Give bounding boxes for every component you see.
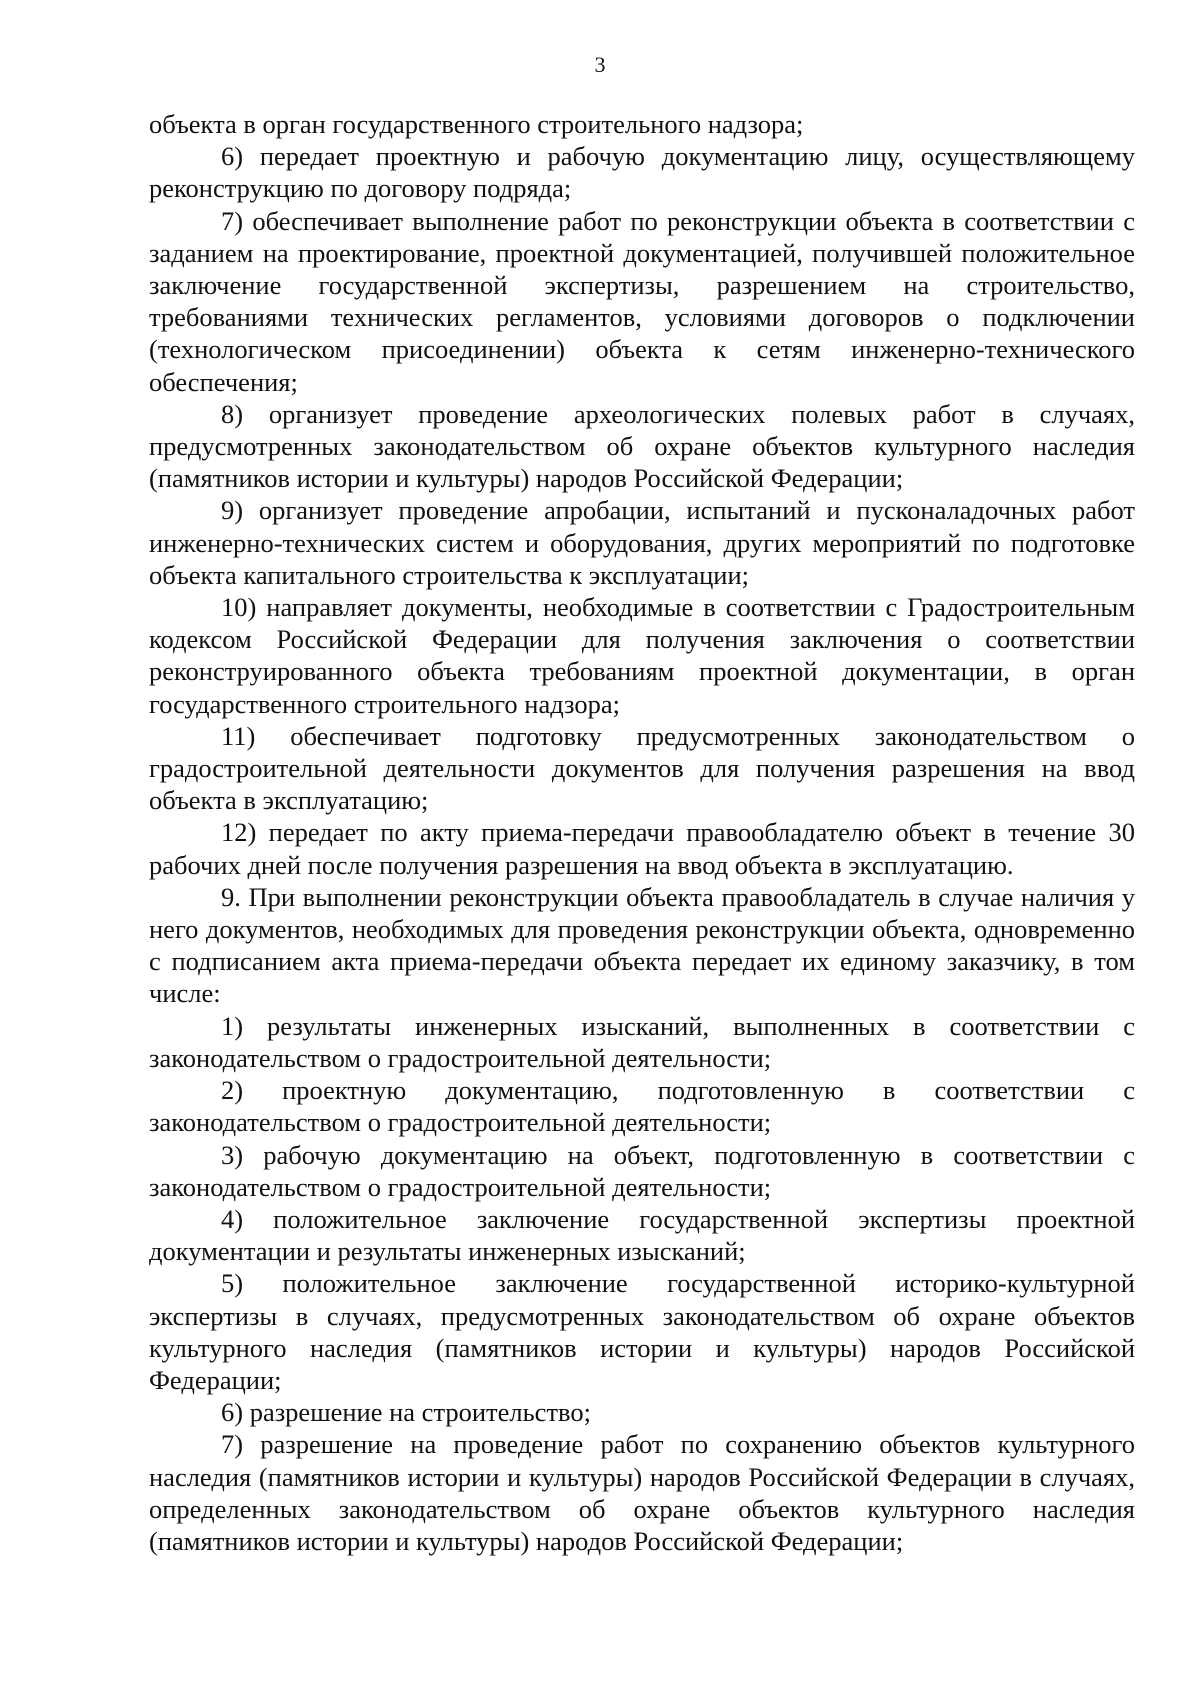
clause-9-item-4: 4) положительное заключение государственной экспертизы проектной документации и результаты инженерных изысканий; — [149, 1203, 1135, 1267]
paragraph-continuation: объекта в орган государственного строительного надзора; — [149, 109, 804, 139]
clause-9-item-3: 3) рабочую документацию на объект, подготовленную в соответствии с законодательством о градостроительной деятельности; — [149, 1139, 1135, 1202]
list-item-9-testing: 9) организует проведение апробации, испытаний и пусконаладочных работ инженерно-технических систем и оборудования, других мероприятий по подготовке объекта капитального строительства к эксплуатации; — [149, 495, 1135, 590]
document-body — [149, 108, 1135, 1557]
list-item-10-send-documents: 10) направляет документы, необходимые в соответствии с Градостроительным кодексом Российской Федерации для получения заключения о соответствии реконструированного объекта требованиям проектной документации, в орган государственного строительного надзора; — [149, 592, 1135, 719]
clause-9: 9. При выполнении реконструкции объекта правообладатель в случае наличия у него документов, необходимых для проведения реконструкции объекта, одновременно с подписанием акта приема-передачи объекта передает их единому заказчику, в том числе: — [149, 881, 1135, 1009]
clause-9-item-5: 5) положительное заключение государственной историко-культурной экспертизы в случаях, предусмотренных законодательством об охране объектов культурного наследия (памятников истории и культуры) народов Российской Федерации; — [149, 1268, 1135, 1395]
clause-9-item-2: 2) проектную документацию, подготовленную в соответствии с законодательством о градостроительной деятельности; — [149, 1075, 1135, 1138]
list-item-8-archaeology: 8) организует проведение археологических полевых работ в случаях, предусмотренных законодательством об охране объектов культурного наследия (памятников истории и культуры) народов Российской Федерации; — [149, 398, 1135, 494]
list-item-12-handover: 12) передает по акту приема-передачи правообладателю объект в течение 30 рабочих дней после получения разрешения на ввод объекта в эксплуатацию. — [149, 817, 1135, 880]
clause-9-item-7: 7) разрешение на проведение работ по сохранению объектов культурного наследия (памятников истории и культуры) народов Российской Федерации в случаях, определенных законодательством об охране объектов культурного наследия (памятников истории и культуры) народов Российской Федерации; — [149, 1429, 1135, 1556]
list-item-6-transfer-documentation: 6) передает проектную и рабочую документацию лицу, осуществляющему реконструкцию по договору подряда; — [149, 141, 1135, 204]
clause-9-item-1: 1) результаты инженерных изысканий, выполненных в соответствии с законодательством о градостроительной деятельности; — [149, 1010, 1135, 1073]
clause-9-item-6: 6) разрешение на строительство; — [221, 1397, 591, 1428]
page-number: 3 — [594, 52, 606, 77]
list-item-7-ensure-works: 7) обеспечивает выполнение работ по реконструкции объекта в соответствии с заданием на проектирование, проектной документацией, получившей положительное заключение государственной экспертизы, разрешением на строительство, требованиями технических регламентов, условиями договоров о подключении (технологическом присоединении) объекта к сетям инженерно-технического обеспечения; — [149, 205, 1135, 397]
list-item-11-commissioning-docs: 11) обеспечивает подготовку предусмотренных законодательством о градостроительной деятельности документов для получения разрешения на ввод объекта в эксплуатацию; — [149, 720, 1135, 816]
